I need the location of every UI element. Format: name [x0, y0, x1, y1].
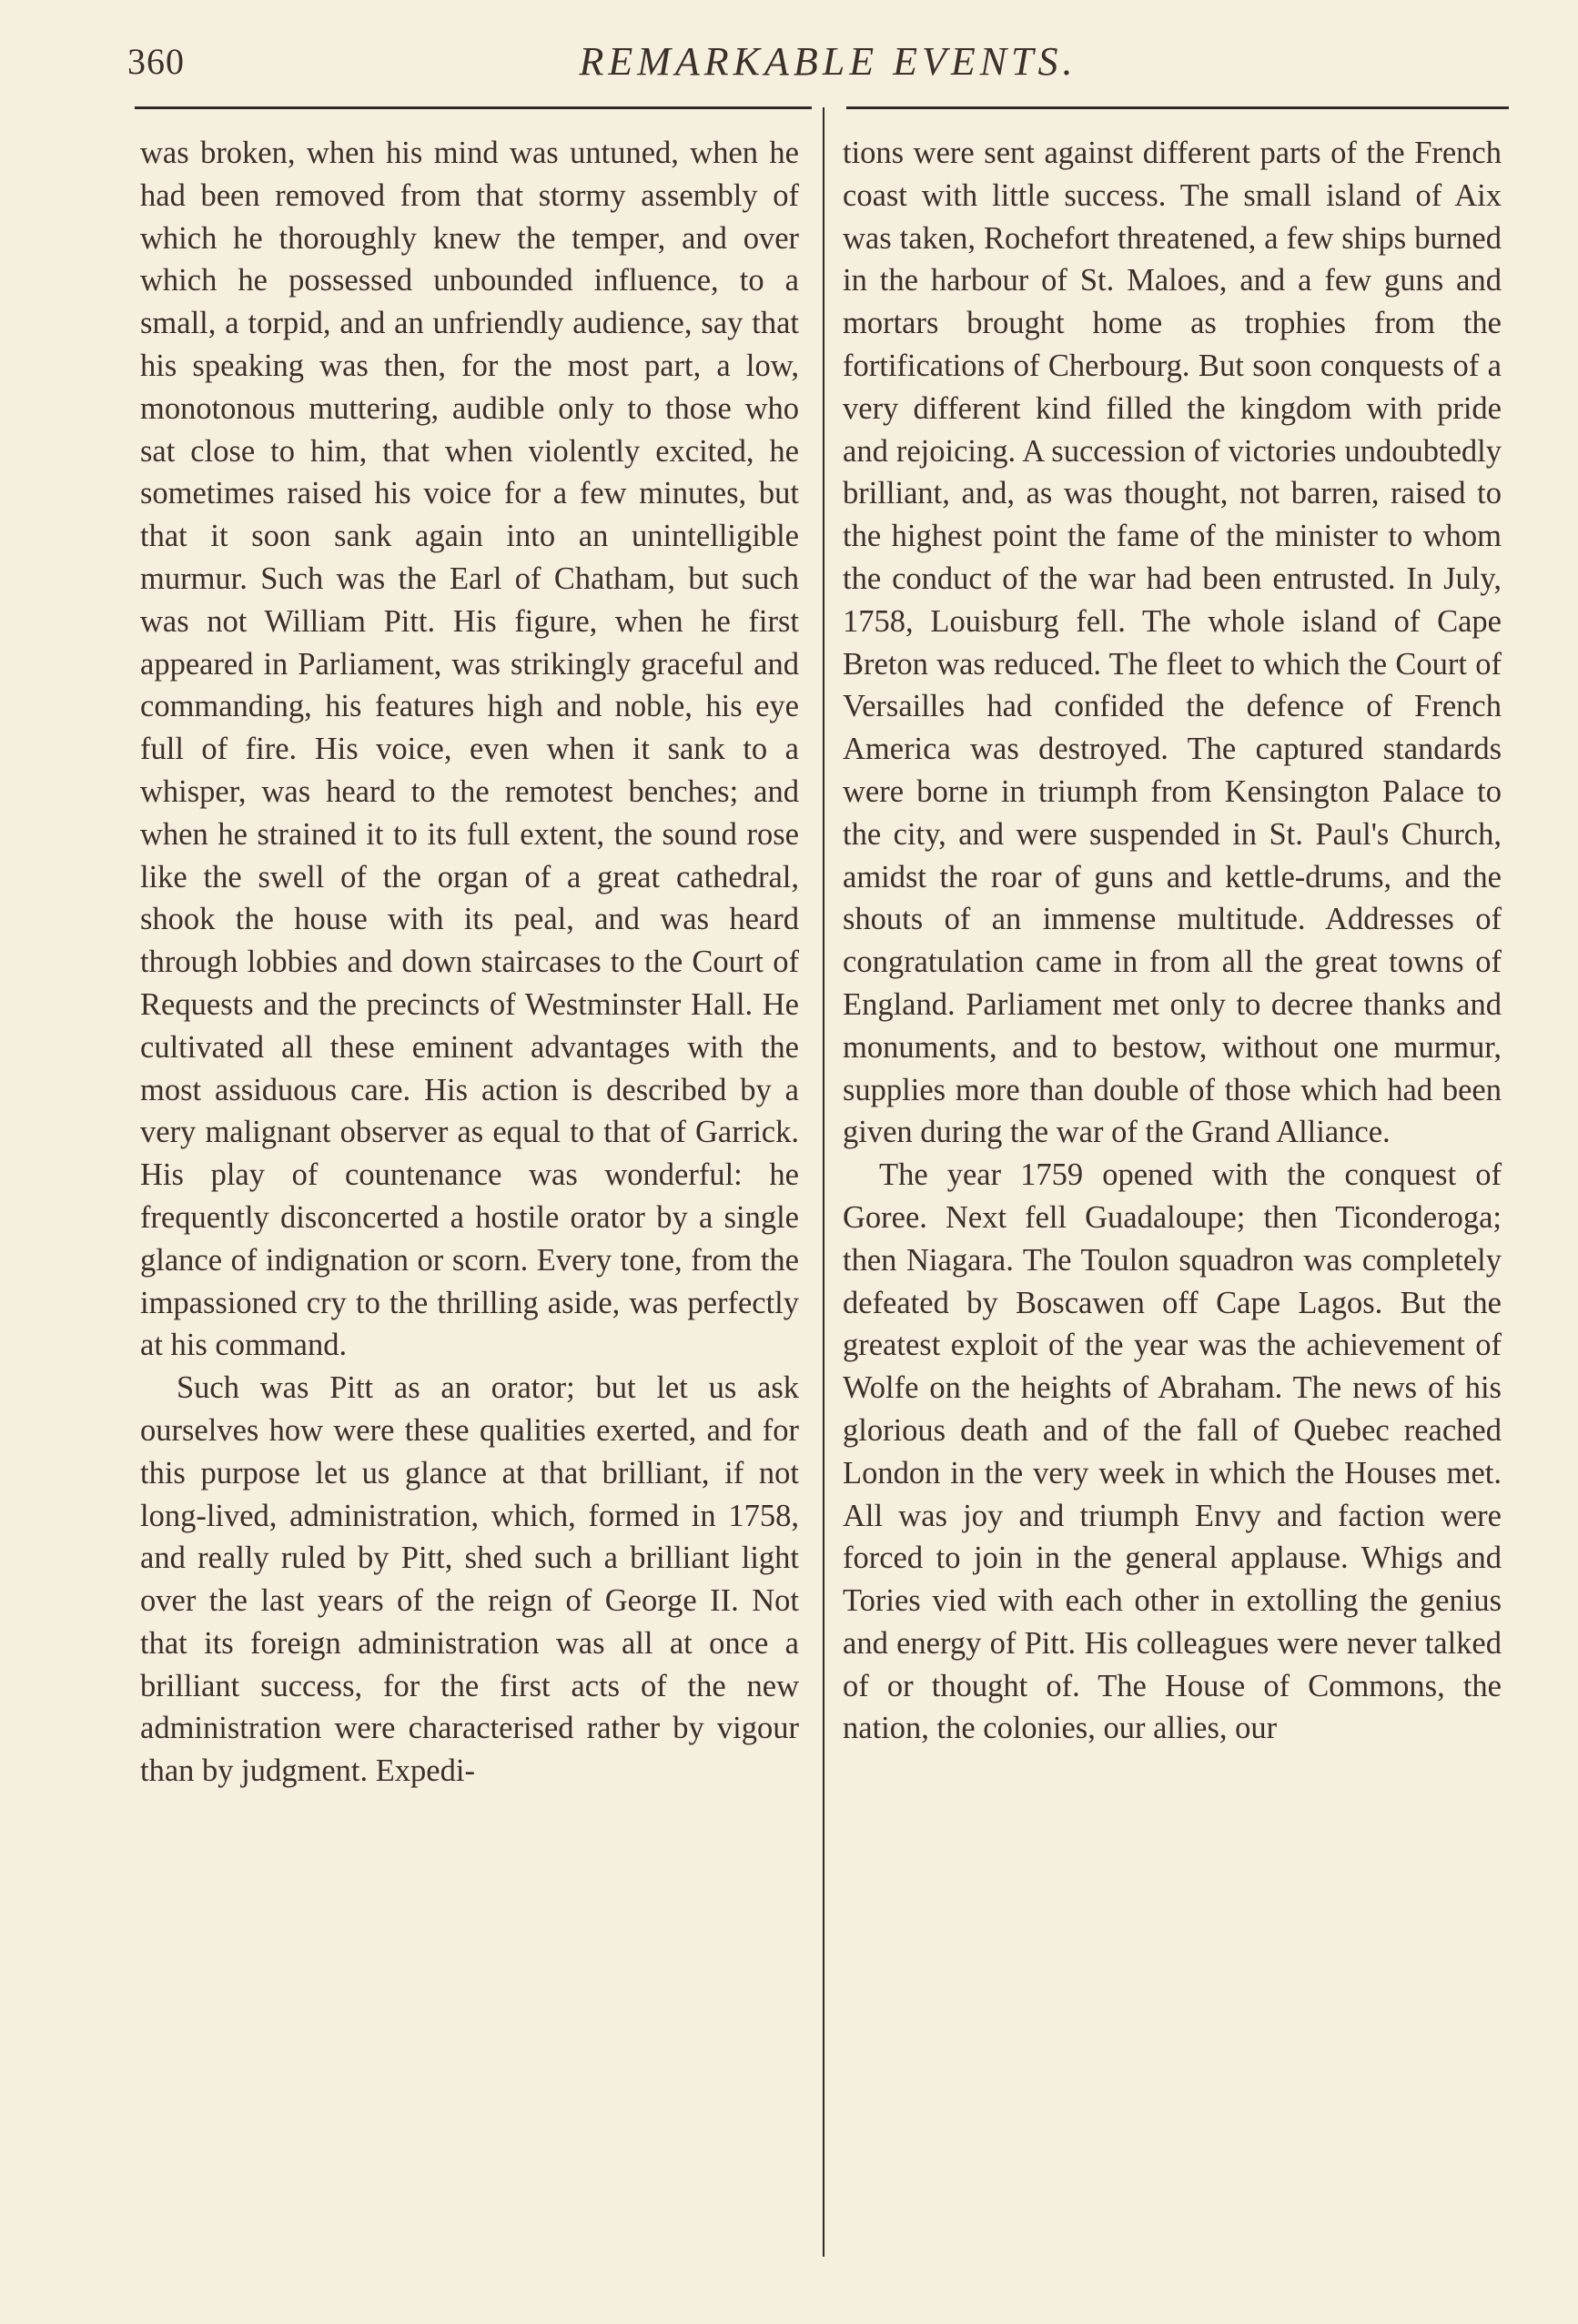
paragraph: was broken, when his mind was untuned, when he had been removed from that stormy assembly of which he thoroughly knew the temper, and over which he possessed unbounded influence, to a small, a torpid, and an unfriendly audience, say that his speaking was then, for the most part, a low, monotonous muttering, audible only to those who sat close to him, that when violently excited, he sometimes raised his voice for a few minutes, but that it soon sank again into an unintelligible murmur. Such was the Earl of Chatham, but such was not William Pitt. His figure, when he first appeared in Parliament, was strikingly graceful and commanding, his features high and noble, his eye full of fire. His voice, even when it sank to a whisper, was heard to the remotest benches; and when he strained it to its full extent, the sound rose like the swell of the organ of a great cathedral, shook the house with its peal, and was heard through lobbies and down staircases to the Court of Requests and the precincts of Westminster Hall. He cultivated all these eminent advantages with the most assiduous care. His action is described by a very malignant observer as equal to that of Garrick. His play of countenance was wonderful: he frequently disconcerted a hostile orator by a single glance of indignation or scorn. Every tone, from the impassioned cry to the thrilling aside, was perfectly at his command. [140, 136, 799, 1363]
page-number: 360 [127, 41, 185, 82]
running-head: REMARKABLE EVENTS. [579, 39, 1077, 84]
paragraph: tions were sent against different parts of the French coast with little success. The small island of Aix was taken, Rochefort threatened, a few ships burned in the harbour of St. Maloes, and a few guns and mortars brought home as trophies from the fortifications of Cherbourg. But soon conquests of a very different kind filled the kingdom with pride and rejoicing. A succession of victories undoubtedly brilliant, and, as was thought, not barren, raised to the highest point the fame of the minister to whom the conduct of the war had been entrusted. In July, 1758, Louisburg fell. The whole island of Cape Breton was reduced. The fleet to which the Court of Versailles had confided the defence of French America was destroyed. The captured standards were borne in triumph from Kensington Palace to the city, and were suspended in St. Paul's Church, amidst the roar of guns and kettle-drums, and the shouts of an immense multitude. Addresses of congratulation came in from all the great towns of England. Parliament met only to decree thanks and monuments, and to bestow, without one murmur, supplies more than double of those which had been given during the war of the Grand Alliance. [843, 136, 1502, 1150]
column-divider [823, 107, 824, 2257]
left-column [140, 132, 799, 1793]
header-rule-right [846, 106, 1509, 109]
paragraph: Such was Pitt as an orator; but let us ask ourselves how were these qualities exerted, and for this purpose let us glance at that brilliant, if not long-lived, administration, which, formed in 1758, and really ruled by Pitt, shed such a brilliant light over the last years of the reign of George II. Not that its foreign administration was all at once a brilliant success, for the first acts of the new administration were characterised rather by vigour than by judgment. Expedi- [140, 1370, 799, 1789]
right-column [843, 132, 1502, 1750]
paragraph: The year 1759 opened with the conquest of Goree. Next fell Guadaloupe; then Ticonderoga; then Niagara. The Toulon squadron was completely defeated by Boscawen off Cape Lagos. But the greatest exploit of the year was the achievement of Wolfe on the heights of Abraham. The news of his glorious death and of the fall of Quebec reached London in the very week in which the Houses met. All was joy and triumph Envy and faction were forced to join in the general applause. Whigs and Tories vied with each other in extolling the genius and energy of Pitt. His colleagues were never talked of or thought of. The House of Commons, the nation, the colonies, our allies, our [843, 1157, 1502, 1746]
header-rule-left [135, 106, 812, 109]
